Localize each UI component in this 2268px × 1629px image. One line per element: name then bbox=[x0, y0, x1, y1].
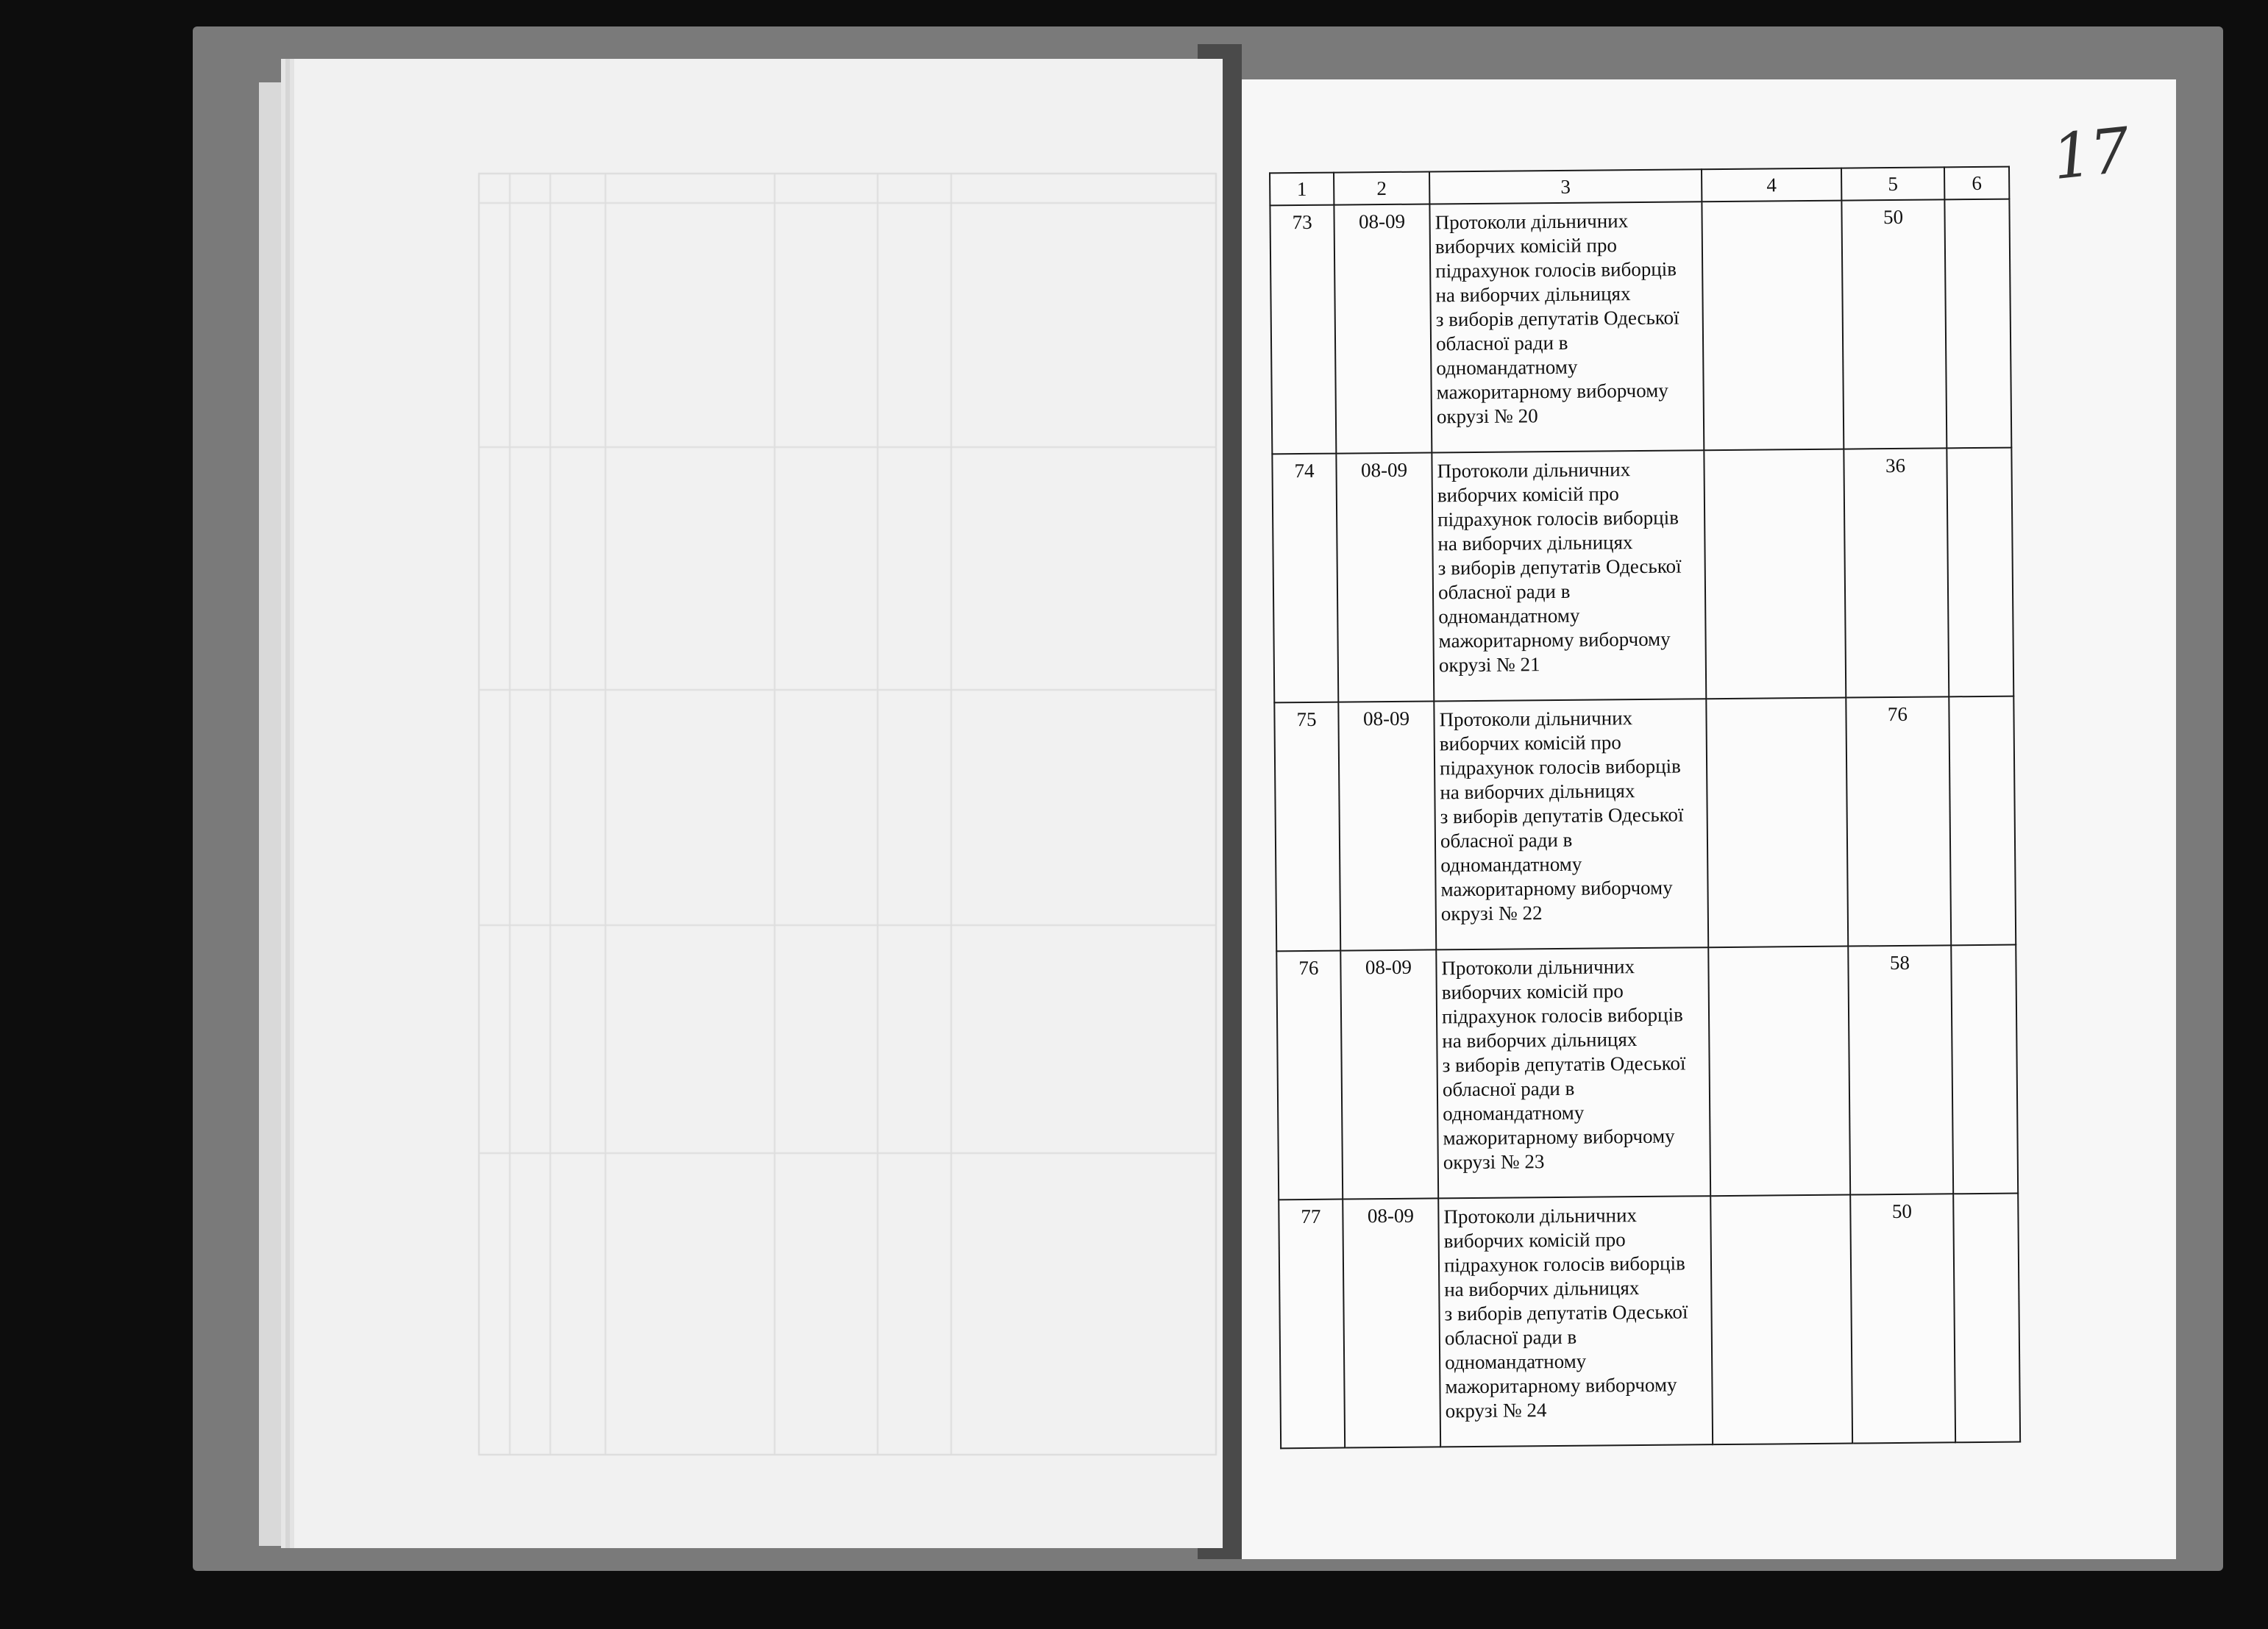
entry-title-line: на виборчих дільницях bbox=[1440, 780, 1635, 804]
entry-title-line: мажоритарному виборчому bbox=[1438, 627, 1671, 652]
entry-sheet-count: 50 bbox=[1850, 1194, 1955, 1443]
entry-dates bbox=[1708, 947, 1850, 1197]
entry-dates bbox=[1710, 1195, 1852, 1445]
entry-title-line: з виборів депутатів Одеської bbox=[1440, 803, 1684, 828]
entry-title-line: підрахунок голосів виборців bbox=[1435, 257, 1677, 282]
entry-sheet-count: 36 bbox=[1844, 448, 1949, 697]
entry-title-line: виборчих комісій про bbox=[1439, 731, 1621, 755]
entry-title-line: підрахунок голосів виборців bbox=[1441, 1003, 1683, 1028]
entry-title-line: одномандатному bbox=[1443, 1101, 1585, 1125]
entry-notes bbox=[1944, 199, 2011, 449]
entry-title-line: з виборів депутатів Одеської bbox=[1435, 306, 1679, 331]
entry-title-line: окрузі № 20 bbox=[1436, 404, 1538, 428]
entry-notes bbox=[1953, 1194, 2020, 1443]
entry-title-line: одномандатному bbox=[1445, 1350, 1587, 1374]
entry-title-line: Протоколи дільничних bbox=[1435, 210, 1629, 234]
show-through-table bbox=[478, 173, 1217, 1455]
entry-dates bbox=[1702, 201, 1844, 451]
entry-title-line: на виборчих дільницях bbox=[1437, 531, 1633, 555]
entry-title bbox=[1432, 450, 1706, 701]
entry-title-line: виборчих комісій про bbox=[1437, 482, 1619, 507]
entry-number: 74 bbox=[1272, 454, 1338, 703]
entry-index-code: 08-09 bbox=[1338, 701, 1436, 950]
column-header: 5 bbox=[1841, 167, 1944, 200]
entry-number: 77 bbox=[1279, 1200, 1345, 1449]
table-row bbox=[1276, 945, 2018, 1200]
table-row bbox=[1270, 199, 2011, 455]
table-row bbox=[1274, 696, 2016, 952]
entry-title bbox=[1434, 699, 1708, 949]
column-header: 1 bbox=[1270, 173, 1334, 206]
entry-title-line: одномандатному bbox=[1440, 852, 1582, 877]
entry-title-line: Протоколи дільничних bbox=[1443, 1204, 1638, 1228]
entry-title-line: Протоколи дільничних bbox=[1441, 955, 1635, 980]
entry-notes bbox=[1951, 945, 2018, 1194]
entry-title bbox=[1436, 947, 1710, 1198]
entry-title-line: Протоколи дільничних bbox=[1437, 458, 1631, 482]
entry-number: 75 bbox=[1274, 702, 1340, 952]
entry-number: 76 bbox=[1276, 951, 1343, 1200]
entry-index-code: 08-09 bbox=[1343, 1198, 1440, 1447]
entry-title-line: обласної ради в bbox=[1444, 1325, 1577, 1350]
table-row bbox=[1272, 448, 2013, 703]
column-header: 6 bbox=[1944, 167, 2009, 200]
entry-notes bbox=[1947, 448, 2013, 697]
entry-title bbox=[1429, 202, 1704, 452]
entry-title-line: одномандатному bbox=[1436, 355, 1578, 379]
entry-index-code: 08-09 bbox=[1336, 452, 1434, 702]
entry-title bbox=[1438, 1196, 1713, 1447]
entry-title-line: підрахунок голосів виборців bbox=[1439, 755, 1681, 780]
entry-title-line: на виборчих дільницях bbox=[1435, 282, 1631, 307]
entry-title-line: виборчих комісій про bbox=[1443, 1228, 1626, 1252]
entry-title-line: окрузі № 22 bbox=[1440, 902, 1543, 925]
entry-title-line: підрахунок голосів виборців bbox=[1437, 506, 1679, 531]
entry-title-line: обласної ради в bbox=[1442, 1077, 1575, 1101]
entry-sheet-count: 76 bbox=[1846, 696, 1951, 946]
entry-title-line: одномандатному bbox=[1438, 604, 1580, 628]
column-header: 2 bbox=[1334, 171, 1429, 204]
entry-notes bbox=[1949, 696, 2016, 946]
handwritten-page-number: 17 bbox=[2049, 113, 2132, 194]
entry-title-line: виборчих комісій про bbox=[1441, 980, 1624, 1004]
entry-title-line: обласної ради в bbox=[1440, 828, 1573, 852]
entry-number: 73 bbox=[1270, 205, 1336, 455]
column-header: 3 bbox=[1429, 169, 1702, 204]
table-row bbox=[1279, 1194, 2020, 1449]
entry-title-line: мажоритарному виборчому bbox=[1445, 1373, 1677, 1398]
column-header: 4 bbox=[1702, 168, 1841, 202]
entry-title-line: виборчих комісій про bbox=[1435, 234, 1618, 258]
entry-sheet-count: 50 bbox=[1841, 199, 1947, 449]
entry-index-code: 08-09 bbox=[1340, 949, 1438, 1199]
entry-title-line: мажоритарному виборчому bbox=[1440, 876, 1673, 901]
entry-dates bbox=[1704, 449, 1846, 699]
entry-index-code: 08-09 bbox=[1334, 204, 1432, 453]
entry-title-line: окрузі № 23 bbox=[1443, 1150, 1545, 1174]
entry-title-line: Протоколи дільничних bbox=[1439, 707, 1633, 731]
entry-title-line: на виборчих дільницях bbox=[1444, 1277, 1640, 1301]
archive-register-table bbox=[1269, 166, 2019, 1449]
entry-dates bbox=[1706, 698, 1848, 948]
entry-title-line: обласної ради в bbox=[1437, 580, 1571, 604]
entry-sheet-count: 58 bbox=[1848, 945, 1953, 1194]
entry-title-line: мажоритарному виборчому bbox=[1436, 379, 1668, 404]
entry-title-line: з виборів депутатів Одеської bbox=[1442, 1052, 1686, 1077]
entry-title-line: з виборів депутатів Одеської bbox=[1437, 555, 1682, 580]
entry-title-line: окрузі № 24 bbox=[1445, 1399, 1547, 1422]
entry-title-line: мажоритарному виборчому bbox=[1443, 1124, 1675, 1149]
entry-title-line: на виборчих дільницях bbox=[1442, 1028, 1638, 1052]
entry-title-line: обласної ради в bbox=[1435, 331, 1568, 355]
entry-title-line: окрузі № 21 bbox=[1438, 653, 1540, 677]
entry-title-line: з виборів депутатів Одеської bbox=[1444, 1300, 1688, 1325]
entry-title-line: підрахунок голосів виборців bbox=[1443, 1252, 1685, 1277]
